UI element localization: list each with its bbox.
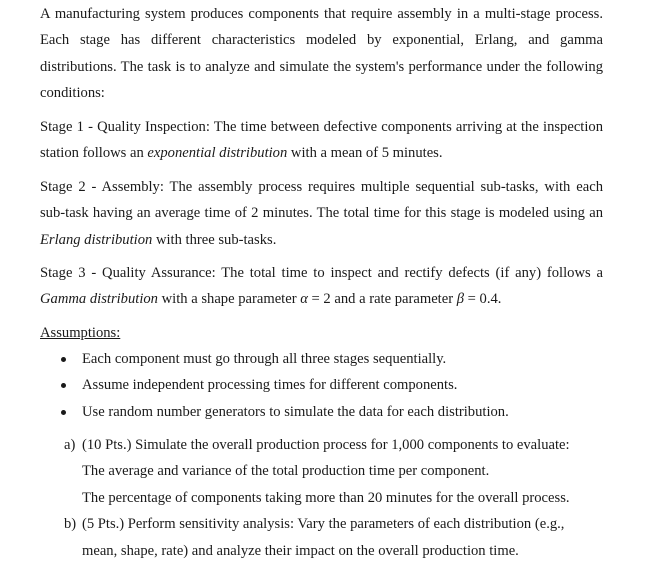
- stage-3-distribution: Gamma distribution: [40, 291, 158, 308]
- task-a: [40, 432, 603, 511]
- stage-2-distribution: Erlang distribution: [40, 231, 153, 248]
- task-b-sub-1: mean, shape, rate) and analyze their impact on the overall production time.: [82, 542, 519, 559]
- stage-1-paragraph: [40, 114, 603, 167]
- stage-3-lead: Stage 3 - Quality Assurance: The total time to inspect and rectify defects (if any) follows a: [40, 265, 603, 281]
- assumption-item: [40, 399, 603, 425]
- stage-1-lead: Stage 1 - Quality Inspection: The time between defective components arriving at the inspection station follows an: [40, 119, 603, 162]
- bullet-icon: [61, 357, 66, 362]
- assumption-text: Use random number generators to simulate the data for each distribution.: [82, 403, 509, 420]
- task-a-line: (10 Pts.) Simulate the overall production process for 1,000 components to evaluate:: [82, 437, 570, 453]
- tasks-list: [40, 432, 603, 564]
- stage-3-paragraph: [40, 260, 603, 313]
- stage-3-mid: with a shape parameter: [157, 291, 301, 308]
- assumption-item: [40, 346, 603, 372]
- assumptions-heading: Assumptions:: [40, 325, 121, 341]
- intro-paragraph: A manufacturing system produces components that require assembly in a multi-stage process. Each stage has different characteristics modeled by exponential, Erlang, and gamma distributions. The task is to analyze and simulate the system's performance under the following conditions:: [40, 6, 603, 102]
- stage-2-paragraph: [40, 174, 603, 253]
- assumption-item: [40, 372, 603, 398]
- task-a-marker: a): [64, 437, 76, 453]
- task-b-line: (5 Pts.) Perform sensitivity analysis: Vary the parameters of each distribution (e.g.,: [82, 516, 565, 533]
- bullet-icon: [61, 410, 66, 415]
- stage-3-tail: = 0.4.: [464, 291, 502, 308]
- task-a-sub-1: The average and variance of the total production time per component.: [82, 463, 490, 480]
- assumptions-list: [40, 346, 603, 425]
- alpha-value: = 2 and a rate parameter: [307, 291, 457, 308]
- alpha-symbol: α: [300, 291, 308, 308]
- stage-1-distribution: exponential distribution: [147, 145, 288, 162]
- assumption-text: Assume independent processing times for different components.: [82, 377, 458, 394]
- task-b: [40, 511, 603, 564]
- stage-2-tail: with three sub-tasks.: [152, 231, 277, 248]
- task-b-marker: b): [64, 516, 77, 533]
- beta-symbol: β: [456, 291, 464, 308]
- stage-2-lead: Stage 2 - Assembly: The assembly process requires multiple sequential sub-tasks, with each sub-task having an average time of 2 minutes. The total time for this stage is modeled using an: [40, 179, 603, 222]
- task-a-sub-2: The percentage of components taking more than 20 minutes for the overall process.: [82, 489, 570, 506]
- assumption-text: Each component must go through all three stages sequentially.: [82, 351, 447, 367]
- stage-1-tail: with a mean of 5 minutes.: [287, 145, 443, 162]
- bullet-icon: [61, 383, 66, 388]
